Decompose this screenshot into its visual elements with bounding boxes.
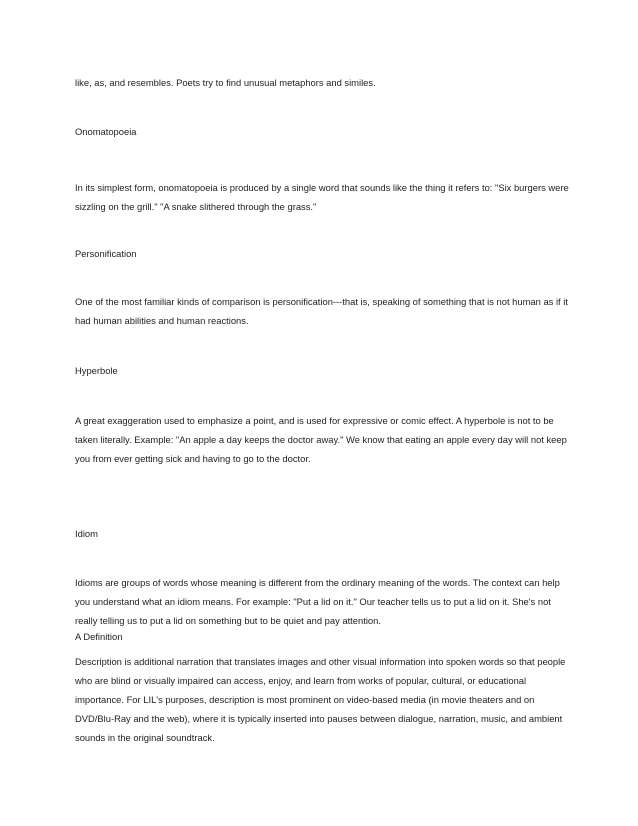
heading-onomatopoeia: Onomatopoeia — [75, 126, 137, 137]
heading-definition: A Definition — [75, 631, 123, 642]
paragraph-hyperbole: A great exaggeration used to emphasize a point, and is used for expressive or comic effect. A hyperbole is not to be taken literally. Example: "An apple a day keeps the doctor away." We know that eating an apple every day will not keep you from ever getting sick and having to go to the doctor. — [75, 415, 567, 464]
paragraph-definition: Description is additional narration that translates images and other visual information into spoken words so that people who are blind or visually impaired can access, enjoy, and learn from works of popular, cultural, or educational importance. For LIL's purposes, description is most prominent on video-based media (in movie theaters and on DVD/Blu-Ray and the web), where it is typically inserted into pauses between dialogue, narration, music, and ambient sounds in the original soundtrack. — [75, 656, 566, 743]
paragraph-idiom: Idioms are groups of words whose meaning is different from the ordinary meaning of the words. The context can help you understand what an idiom means. For example: "Put a lid on it." Our teacher tells us to put a lid on it. She's not really telling us to put a lid on something but to be quiet and pay attention. — [75, 577, 560, 626]
heading-hyperbole: Hyperbole — [75, 365, 118, 376]
intro-fragment: like, as, and resembles. Poets try to find unusual metaphors and similes. — [75, 77, 376, 88]
heading-personification: Personification — [75, 248, 137, 259]
paragraph-onomatopoeia: In its simplest form, onomatopoeia is produced by a single word that sounds like the thing it refers to: "Six burgers were sizzling on the grill." "A snake slithered through the grass." — [75, 182, 569, 212]
heading-idiom: Idiom — [75, 528, 98, 539]
paragraph-personification: One of the most familiar kinds of comparison is personification---that is, speaking of something that is not human as if it had human abilities and human reactions. — [75, 296, 568, 326]
